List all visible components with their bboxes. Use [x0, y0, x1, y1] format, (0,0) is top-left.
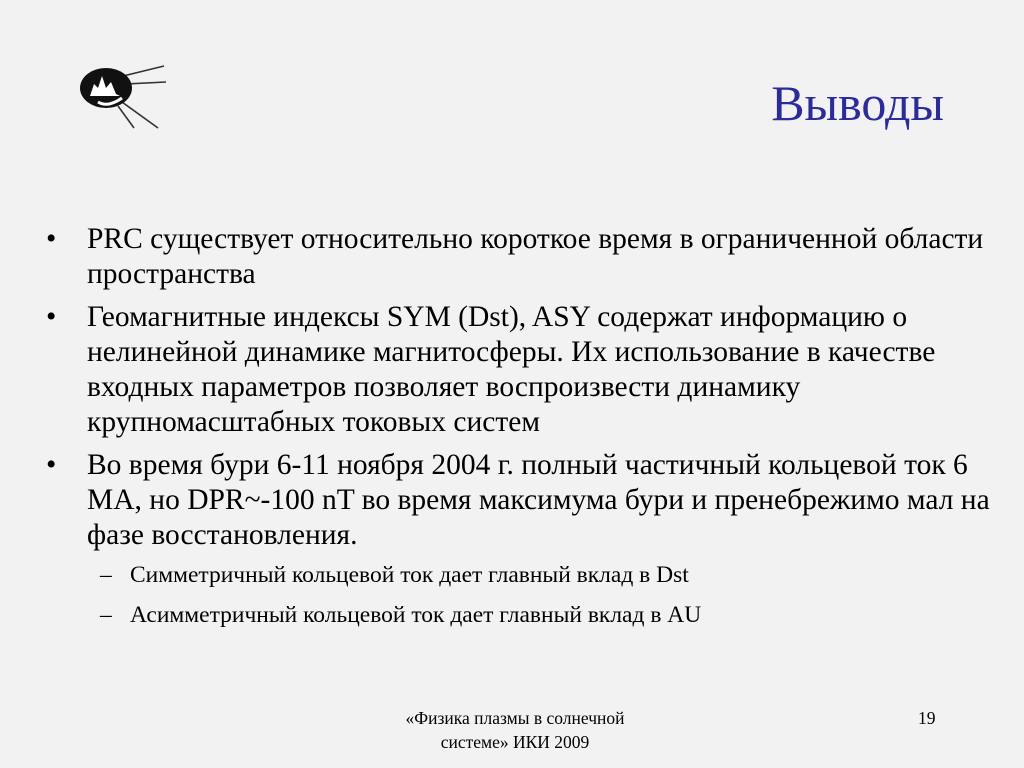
bullet-text: Геомагнитные индексы SYM (Dst), ASY содержат информацию о нелинейной динамике магнитосферы. Их использование в качестве входных параметров позволяет воспроизвести динамику крупномасштабных токовых систем: [87, 301, 936, 438]
footer-line: «Физика плазмы в солнечной: [405, 708, 625, 728]
bullet-marker: •: [46, 301, 57, 333]
bullet-text: PRC существует относительно короткое время в ограниченной области пространства: [87, 223, 984, 290]
footer-text: [340, 706, 690, 754]
iki-satellite-logo-icon: [78, 58, 168, 130]
bullet-item: [42, 222, 1002, 292]
sub-bullet-marker: –: [100, 562, 112, 588]
bullet-text: Во время бури 6-11 ноября 2004 г. полный частичный кольцевой ток 6 MA, но DPR~-100 nT во время максимума бури и пренебрежимо мал на фазе восстановления.: [87, 449, 990, 551]
sub-bullet-item: [42, 601, 1002, 629]
sub-bullet-text: Асимметричный кольцевой ток дает главный вклад в AU: [130, 602, 702, 628]
sub-bullet-text: Симметричный кольцевой ток дает главный вклад в Dst: [130, 562, 689, 588]
slide-title: Выводы: [771, 75, 944, 131]
sub-bullet-item: [42, 561, 1002, 589]
bullet-marker: •: [46, 223, 57, 255]
slide-content: [42, 222, 1002, 641]
bullet-marker: •: [46, 449, 57, 481]
page-number: 19: [918, 708, 936, 728]
bullet-item: [42, 300, 1002, 440]
footer-line: системе» ИКИ 2009: [440, 732, 590, 752]
sub-bullet-marker: –: [100, 602, 112, 628]
bullet-item: [42, 448, 1002, 553]
